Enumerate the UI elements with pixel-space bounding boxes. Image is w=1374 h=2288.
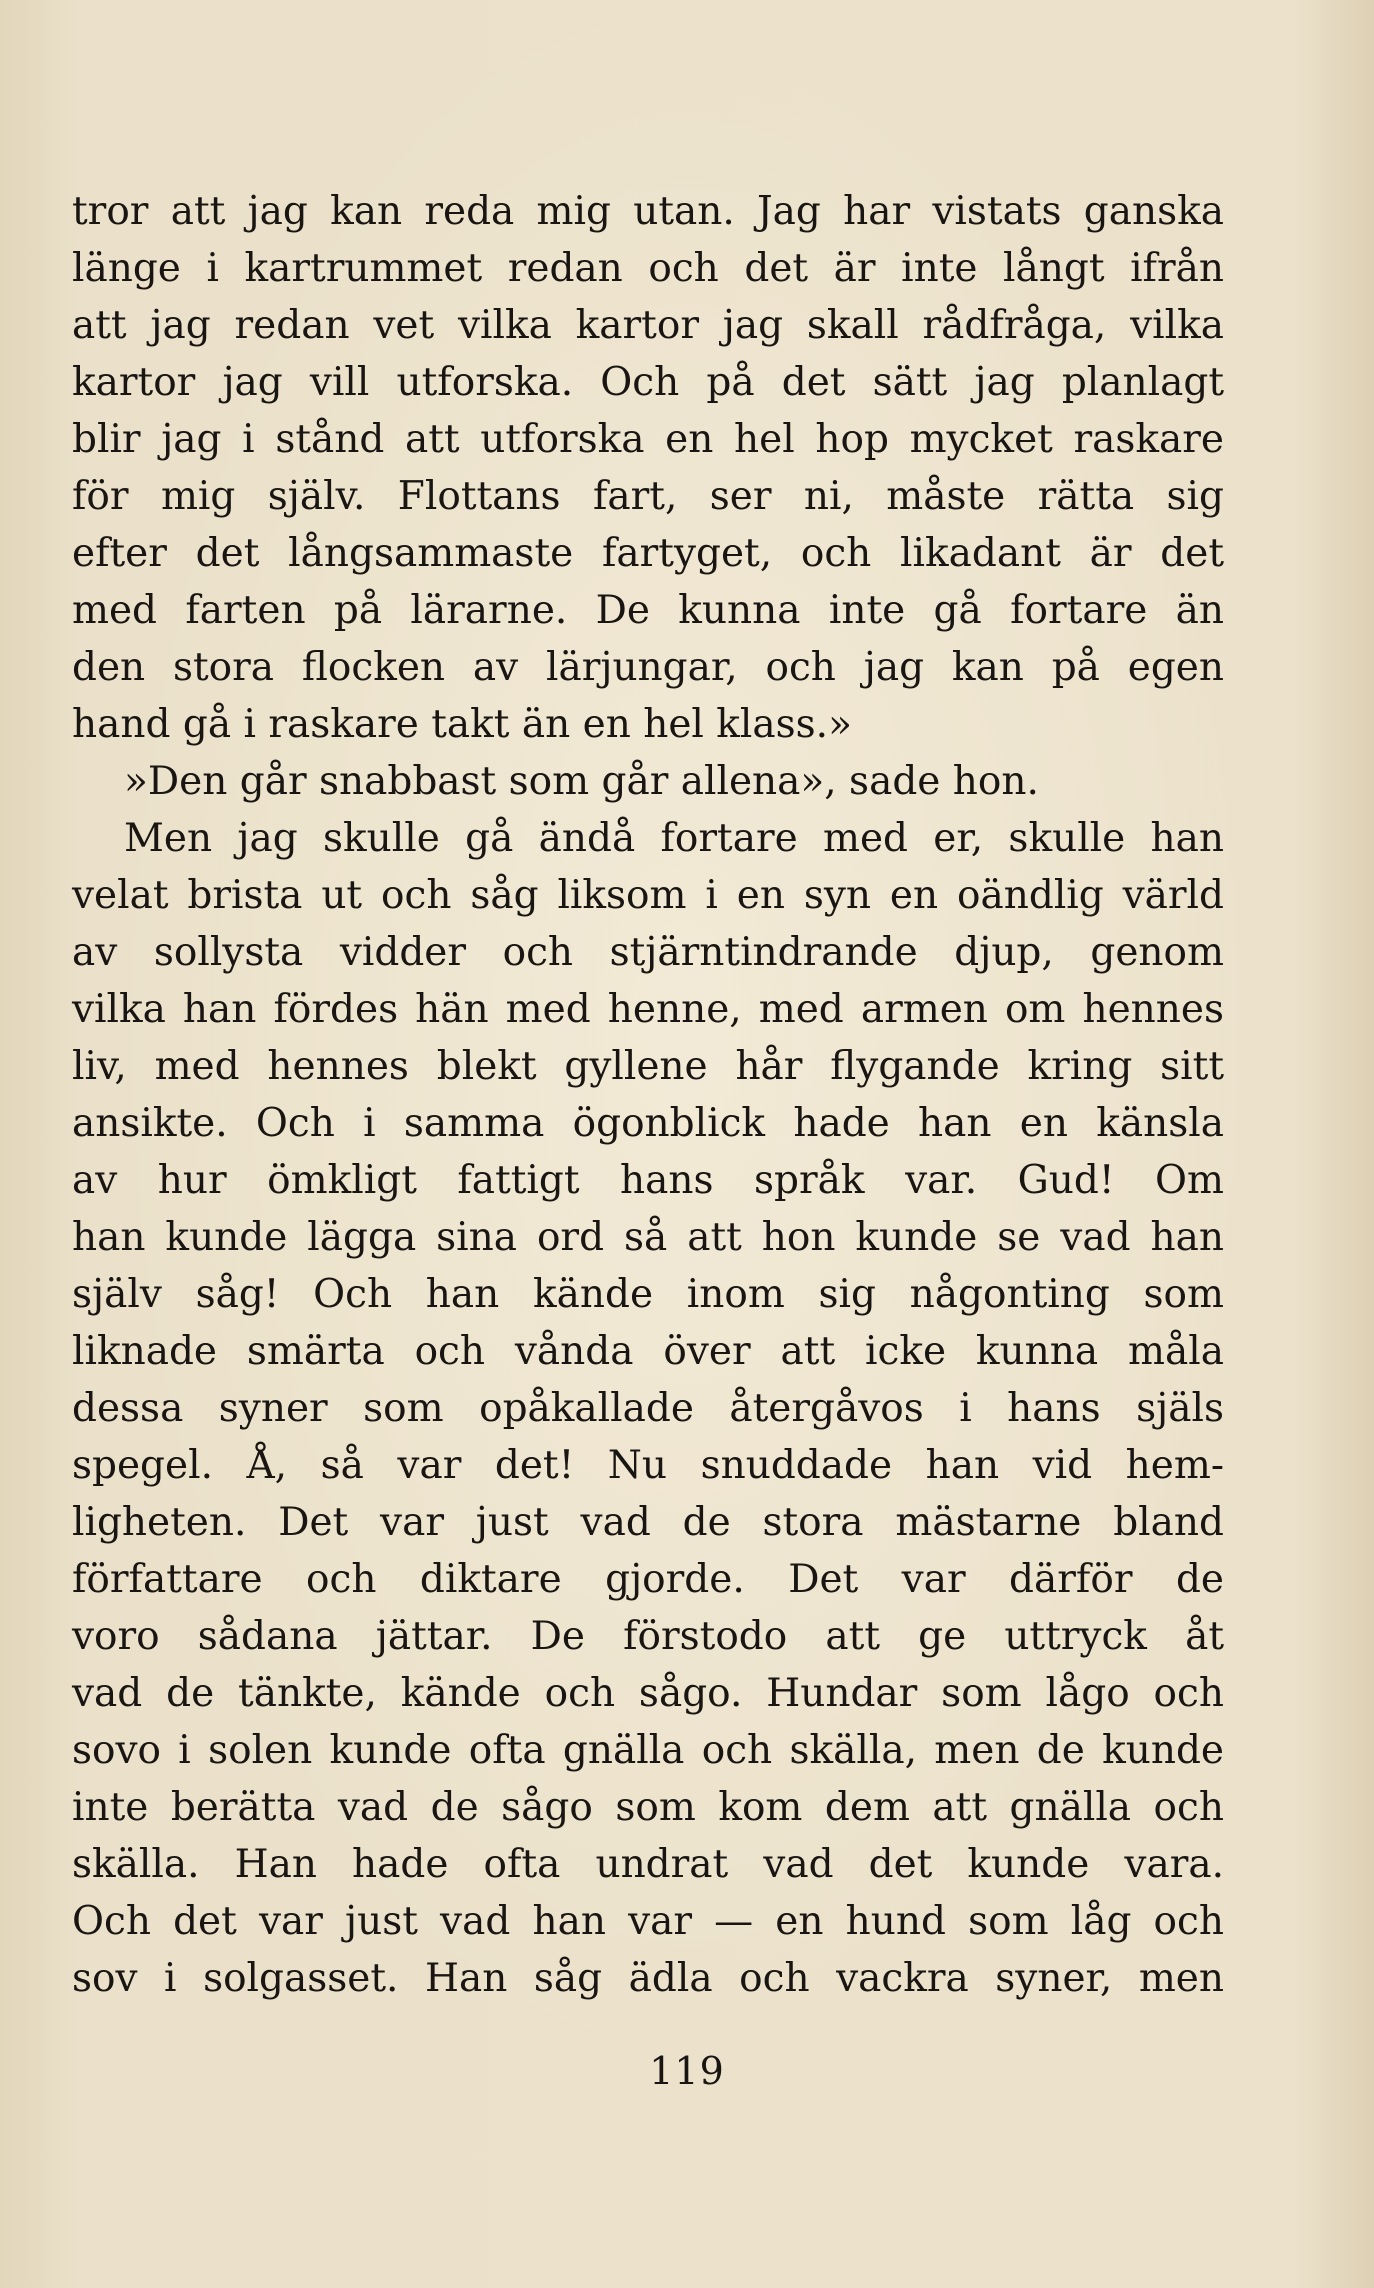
text-line-9: den stora flocken av lärjungar, och jag kan på egen — [72, 645, 1224, 690]
text-line-16: liv, med hennes blekt gyllene hår flygande kring sitt — [72, 1044, 1224, 1089]
text-line-20: själv såg! Och han kände inom sig någonting som — [72, 1272, 1224, 1317]
text-line-7: efter det långsammaste fartyget, och likadant är det — [72, 531, 1224, 576]
text-line-22: dessa syner som opåkallade återgåvos i hans själs — [72, 1386, 1224, 1431]
text-line-3: att jag redan vet vilka kartor jag skall rådfråga, vilka — [72, 303, 1224, 348]
text-line-15: vilka han fördes hän med henne, med armen om hennes — [72, 987, 1224, 1032]
text-line-24: ligheten. Det var just vad de stora mästarne bland — [72, 1500, 1224, 1545]
text-line-30: skälla. Han hade ofta undrat vad det kunde vara. — [72, 1842, 1224, 1887]
text-line-10: hand gå i raskare takt än en hel klass.» — [72, 702, 852, 747]
text-line-23: spegel. Å, så var det! Nu snuddade han vid hem- — [72, 1443, 1224, 1488]
text-line-29: inte berätta vad de sågo som kom dem att gnälla och — [72, 1785, 1224, 1830]
text-line-31: Och det var just vad han var — en hund som låg och — [72, 1899, 1224, 1944]
text-line-21: liknade smärta och vånda över att icke kunna måla — [72, 1329, 1224, 1374]
text-line-18: av hur ömkligt fattigt hans språk var. Gud! Om — [72, 1158, 1224, 1203]
text-line-26: voro sådana jättar. De förstodo att ge uttryck åt — [72, 1614, 1224, 1659]
text-line-12: Men jag skulle gå ändå fortare med er, skulle han — [124, 816, 1224, 861]
text-line-25: författare och diktare gjorde. Det var därför de — [72, 1557, 1224, 1602]
text-line-4: kartor jag vill utforska. Och på det sätt jag planlagt — [72, 360, 1224, 405]
page-number: 119 — [649, 2049, 725, 2093]
text-line-27: vad de tänkte, kände och sågo. Hundar som lågo och — [72, 1671, 1224, 1716]
text-line-14: av sollysta vidder och stjärntindrande djup, genom — [72, 930, 1224, 975]
text-line-13: velat brista ut och såg liksom i en syn en oändlig värld — [72, 873, 1224, 918]
text-line-11: »Den går snabbast som går allena», sade hon. — [124, 759, 1039, 804]
text-line-1: tror att jag kan reda mig utan. Jag har vistats ganska — [72, 189, 1224, 234]
text-line-17: ansikte. Och i samma ögonblick hade han en känsla — [72, 1101, 1224, 1146]
text-line-5: blir jag i stånd att utforska en hel hop mycket raskare — [72, 417, 1224, 462]
text-line-28: sovo i solen kunde ofta gnälla och skälla, men de kunde — [72, 1728, 1224, 1773]
text-line-8: med farten på lärarne. De kunna inte gå fortare än — [72, 588, 1224, 633]
text-line-6: för mig själv. Flottans fart, ser ni, måste rätta sig — [72, 474, 1224, 519]
text-line-32: sov i solgasset. Han såg ädla och vackra syner, men — [72, 1956, 1224, 2001]
text-line-2: länge i kartrummet redan och det är inte långt ifrån — [72, 246, 1224, 291]
body-text — [72, 183, 1224, 2007]
text-line-19: han kunde lägga sina ord så att hon kunde se vad han — [72, 1215, 1224, 1260]
